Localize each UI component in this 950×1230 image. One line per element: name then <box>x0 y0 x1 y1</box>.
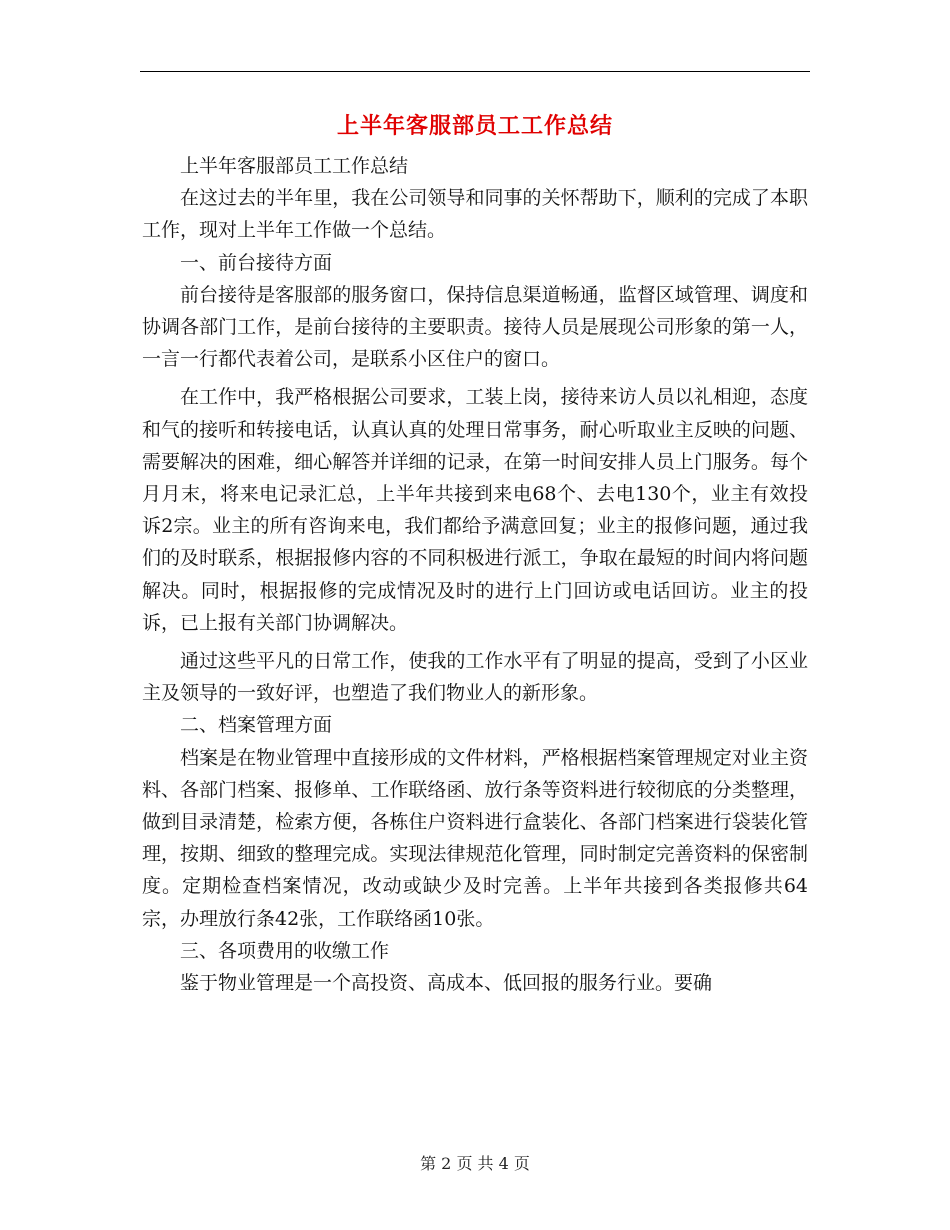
document-body <box>142 150 808 999</box>
paragraph-fees: 鉴于物业管理是一个高投资、高成本、低回报的服务行业。要确 <box>180 972 713 995</box>
page-footer: 第 2 页 共 4 页 <box>420 1154 530 1173</box>
section-heading-fees: 三、各项费用的收缴工作 <box>180 939 390 962</box>
paragraph-intro: 在这过去的半年里，我在公司领导和同事的关怀帮助下，顺利的完成了本职工作，现对上半年工作做一个总结。 <box>142 187 808 242</box>
section-heading-reception: 一、前台接待方面 <box>180 251 333 274</box>
paragraph-subtitle: 上半年客服部员工工作总结 <box>180 155 409 177</box>
section-heading-archives: 二、档案管理方面 <box>180 714 333 737</box>
document-title: 上半年客服部员工工作总结 <box>336 113 613 139</box>
paragraph-reception-duty: 前台接待是客服部的服务窗口，保持信息渠道畅通，监督区域管理、调度和协调各部门工作，是前台接待的主要职责。接待人员是展现公司形象的第一人，一言一行都代表着公司，是联系小区住户的窗口。 <box>142 283 808 371</box>
header-rule <box>140 71 810 72</box>
paragraph-reception-result: 通过这些平凡的日常工作，使我的工作水平有了明显的提高，受到了小区业主及领导的一致好评，也塑造了我们物业人的新形象。 <box>142 650 808 705</box>
paragraph-archives: 档案是在物业管理中直接形成的文件材料，严格根据档案管理规定对业主资料、各部门档案、报修单、工作联络函、放行条等资料进行较彻底的分类整理，做到目录清楚，检索方便，各栋住户资料进行盒装化、各部门档案进行袋装化管理，按期、细致的整理完成。实现法律规范化管理，同时制定完善资料的保密制度。定期检查档案情况，改动或缺少及时完善。上半年共接到各类报修共64宗，办理放行条42张，工作联络函10张。 <box>142 746 808 930</box>
paragraph-reception-work: 在工作中，我严格根据公司要求，工装上岗，接待来访人员以礼相迎，态度和气的接听和转接电话，认真认真的处理日常事务，耐心听取业主反映的问题、需要解决的困难，细心解答并详细的记录，在第一时间安排人员上门服务。每个月月末，将来电记录汇总，上半年共接到来电68个、去电130个，业主有效投诉2宗。业主的所有咨询来电，我们都给予满意回复；业主的报修问题，通过我们的及时联系，根据报修内容的不同积极进行派工，争取在最短的时间内将问题解决。同时，根据报修的完成情况及时的进行上门回访或电话回访。业主的投诉，已上报有关部门协调解决。 <box>142 386 808 634</box>
